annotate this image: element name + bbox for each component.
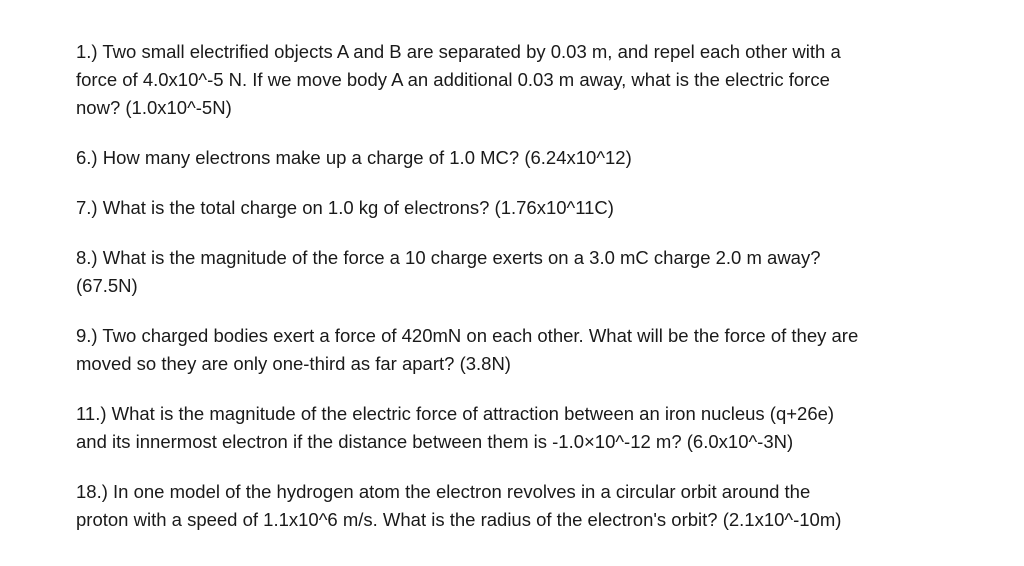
question-6 [76,144,976,172]
question-list [76,38,976,556]
question-line: now? (1.0x10^-5N) [76,97,232,118]
question-7 [76,194,976,222]
question-line: proton with a speed of 1.1x10^6 m/s. What is the radius of the electron's orbit? (2.1x10^-10m) [76,509,842,530]
question-1 [76,38,976,122]
question-line: 7.) What is the total charge on 1.0 kg of electrons? (1.76x10^11C) [76,197,614,218]
question-line: moved so they are only one-third as far apart? (3.8N) [76,353,511,374]
question-line: 18.) In one model of the hydrogen atom the electron revolves in a circular orbit around the [76,481,811,502]
question-line: 6.) How many electrons make up a charge of 1.0 MC? (6.24x10^12) [76,147,632,168]
question-line: 8.) What is the magnitude of the force a 10 charge exerts on a 3.0 mC charge 2.0 m away? [76,247,821,268]
question-8 [76,244,976,300]
question-9 [76,322,976,378]
question-line: and its innermost electron if the distance between them is -1.0×10^-12 m? (6.0x10^-3N) [76,431,794,452]
question-line: 1.) Two small electrified objects A and B are separated by 0.03 m, and repel each other with a [76,41,841,62]
question-line: force of 4.0x10^-5 N. If we move body A an additional 0.03 m away, what is the electric force [76,69,830,90]
question-line: 11.) What is the magnitude of the electric force of attraction between an iron nucleus (q+26e) [76,403,835,424]
question-18 [76,478,976,534]
question-11 [76,400,976,456]
question-line: (67.5N) [76,275,138,296]
question-line: 9.) Two charged bodies exert a force of 420mN on each other. What will be the force of they are [76,325,859,346]
